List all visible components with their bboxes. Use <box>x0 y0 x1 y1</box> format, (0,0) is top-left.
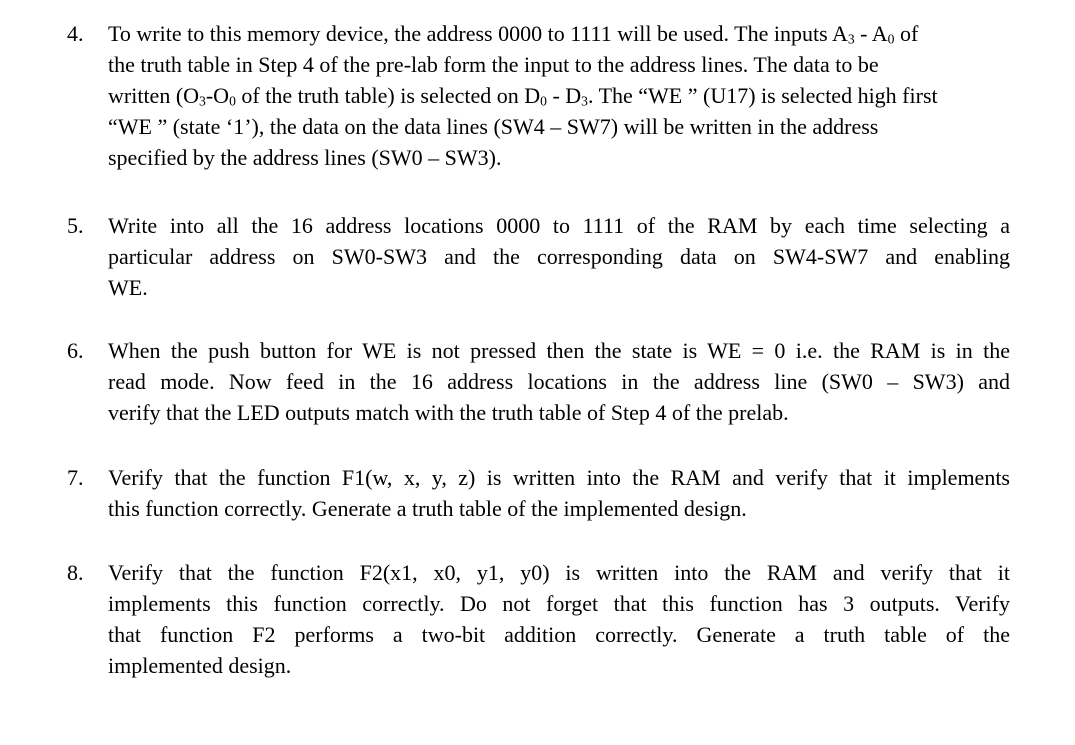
item-number: 4. <box>67 21 84 46</box>
text-line <box>108 142 1063 173</box>
item-number: 7. <box>67 465 84 490</box>
subscript: 0 <box>229 93 236 109</box>
text-line <box>108 111 1063 142</box>
subscript: 0 <box>540 93 547 109</box>
subscript: 3 <box>199 93 206 109</box>
text-run: of <box>894 21 919 46</box>
text-line: implemented design. <box>108 653 292 678</box>
text-line: Write into all the 16 address locations 0000 to 1111 of the RAM by each time selecting a <box>108 213 1010 238</box>
text-run: “WE ” (state ‘1’), the data on the data lines (SW4 – SW7) will be written in the address <box>108 114 879 139</box>
text-line: WE. <box>108 275 148 300</box>
text-run: of the truth table) is selected on D <box>235 83 541 108</box>
text-line: Verify that the function F1(w, x, y, z) is written into the RAM and verify that it implements <box>108 465 1010 490</box>
text-line <box>108 18 1063 49</box>
item-number: 6. <box>67 338 84 363</box>
text-line: read mode. Now feed in the 16 address locations in the address line (SW0 – SW3) and <box>108 369 1010 394</box>
item-text <box>108 557 1010 681</box>
subscript: 3 <box>847 31 855 47</box>
text-line: that function F2 performs a two-bit addition correctly. Generate a truth table of the <box>108 622 1010 647</box>
text-line: this function correctly. Generate a truth table of the implemented design. <box>108 496 747 521</box>
text-line <box>108 49 1063 80</box>
text-run: To write to this memory device, the address 0000 to 1111 will be used. The inputs A <box>108 21 848 46</box>
text-line: implements this function correctly. Do not forget that this function has 3 outputs. Verify <box>108 591 1010 616</box>
text-run: - D <box>546 83 582 108</box>
text-line: Verify that the function F2(x1, x0, y1, y0) is written into the RAM and verify that it <box>108 560 1010 585</box>
text-line: When the push button for WE is not pressed then the state is WE = 0 i.e. the RAM is in the <box>108 338 1010 363</box>
text-run: specified by the address lines (SW0 – SW3). <box>108 145 502 170</box>
item-number: 8. <box>67 560 84 585</box>
text-run: written (O <box>108 83 200 108</box>
text-run: - A <box>854 21 888 46</box>
text-line <box>108 80 1063 111</box>
text-line: particular address on SW0-SW3 and the corresponding data on SW4-SW7 and enabling <box>108 244 1010 269</box>
item-text <box>108 335 1010 428</box>
item-text <box>108 462 1010 524</box>
item-text <box>108 18 1063 173</box>
subscript: 3 <box>581 93 588 109</box>
text-run: the truth table in Step 4 of the pre-lab form the input to the address lines. The data to be <box>108 52 879 77</box>
subscript: 0 <box>887 31 895 47</box>
text-line: verify that the LED outputs match with the truth table of Step 4 of the prelab. <box>108 400 789 425</box>
text-run: -O <box>205 83 230 108</box>
text-run: . The “WE ” (U17) is selected high first <box>587 83 938 108</box>
item-text <box>108 210 1010 303</box>
item-number: 5. <box>67 213 84 238</box>
